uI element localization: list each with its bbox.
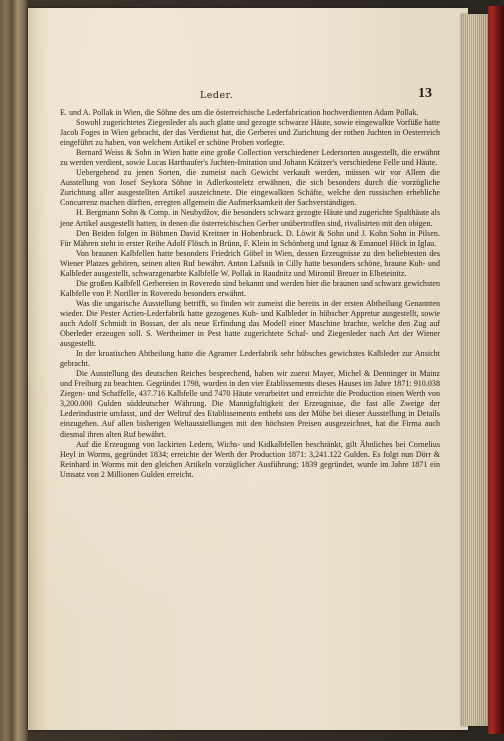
body-text [60, 108, 440, 480]
paragraph: Bernard Weiss & Sohn in Wien hatte eine große Collection verschiedener Ledersorten ausgestellt, die erwähnt zu werden verdient, sowie Lucas Harthaufer's Juchten-Imitation und Johann Krätzer's verschiedene Felle und Häute. [60, 148, 440, 168]
binding-spine [0, 0, 28, 741]
paragraph: Uebergehend zu jenen Sorten, die zumeist nach Gewicht verkauft werden, müssen wir vor Allem die Ausstellung von Josef Seykora Söhne in Adlerkosteletz erwähnen, die sich besonders durch die vorzügliche Zurichtung aller ausgestellten Artikel auszeichnete. Die eingewalkten Schäfte, welche den russischen erhebliche Concurrenz machen dürften, erregten allgemein die Aufmerksamkeit der Sachverständigen. [60, 168, 440, 208]
page-edges [460, 14, 490, 726]
page-header [60, 88, 440, 106]
page-number: 13 [418, 86, 432, 101]
paragraph: Von braunen Kalbfellen hatte besonders Friedrich Göbel in Wien, dessen Erzeugnisse zu den beliebtesten des Wiener Platzes gehören, seinen alten Ruf bewährt. Anton Lafsnik in Cilly hatte besonders schöne, braune Kuh- und Kalbleder ausgestellt, schwarzgenarbte Kalbfelle W. Pollak in Raudnitz und Miromil Breuer in Elbeteinitz. [60, 248, 440, 278]
paragraph: E. und A. Pollak in Wien, die Söhne des um die österreichische Lederfabrication hochverdienten Adam Pollak. [60, 108, 419, 117]
paragraph: Was die ungarische Ausstellung betrifft, so finden wir zumeist die bereits in der ersten Abtheilung Genannten wieder. Die Pester Actien-Lederfabrik hatte gezogenes Kuh- und Kalbleder in hübscher Appretur ausgestellt, sowie auch Adolf Schmidt in Bossan, der als neue Erfindung das Modell einer Maschine brachte, welche den Zug auf Oberleder erzeugen soll. S. Wertheimer in Pest hatte zugerichtete Schaf- und Ziegenleder nach Art der Wiener ausgestellt. [60, 298, 440, 349]
paragraph: Auf die Erzeugung von lackirten Ledern, Wichs- und Kidkalbfellen beschränkt, gilt Ähnliches bei Cornelius Heyl in Worms, gegründet 1834; erreichte der Werth der Production 1871: 3,241.122 Gulden. Es folgt nun Dörr & Reinhard in Worms mit den gleichen Artikeln vorzüglicher Ausführung; 1839 gegründet, wurde im Jahre 1871 ein Umsatz von 2 Millionen Gulden erreicht. [60, 439, 440, 479]
cover-edge [488, 6, 504, 734]
paragraph: Den Beiden folgen in Böhmen David Kreitner in Hohenbruck. D. Löwit & Sohn und J. Kohn Sohn in Pilsen. Für Mähren steht in erster Reihe Adolf Flösch in Brünn, F. Klein in Schönberg und Ignaz & Emanuel Höck in Iglau. [60, 228, 440, 248]
paragraph: Die Ausstellung des deutschen Reiches besprechend, haben wir zuerst Mayer, Michel & Denninger in Mainz und Freiburg zu beachten. Gegründet 1798, wurden in den vier Etablissements dieses Hauses im Jahre 1871: 910.038 Ziegen- und Schaffelle, 437.716 Kalbfelle und 7470 Häute verarbeitet und erreichte die Production einen Werth von 3,200.000 Gulden süddeutscher Währung. Die Mannigfaltigkeit der Erzeugnisse, die fast alle Zweige der Lederindustrie umfasst, und der Weltruf des Etablissements enthebt uns der Mühe bei dieser Ausstellung in Details einzugehen. Auf allen bisherigen Weltausstellungen mit den höchsten Preisen ausgezeichnet, hat die Firma auch diesmal ihren alten Ruf bewährt. [60, 369, 440, 439]
paragraph: H. Bergmann Sohn & Comp. in Neubydžov, die besonders schwarz gezogte Häute und zugerichte Spalthäute als jene Artikel ausgestellt hatten, in denen die österreichischen Gerber unübertroffen sind, rivalisirten mit den obigen. [60, 208, 440, 228]
paragraph: Sowohl zugerichtetes Ziegenleder als auch glatte und gezogte schwarze Häute, sowie eingewalkte Vorfüße hatte Jacob Foges in Wien gebracht, der das Verdienst hat, die Gerberei und Zurichtung der rothen Juchten in Oesterreich eingeführt zu haben, von welchem Artikel er schöne Proben vorlegte. [60, 118, 440, 148]
running-title: Leder. [200, 90, 234, 101]
paragraph: Die großen Kalbfell Gerbereien in Roveredo sind bekannt und werden hier die braunen und schwarz gewichsten Kalbfelle von P. Noriller in Roveredo besonders erwähnt. [60, 278, 440, 298]
paragraph: In der kroatischen Abtheilung hatte die Agramer Lederfabrik sehr hübsches gewichstes Kalbleder zur Ansicht gebracht. [60, 349, 440, 369]
